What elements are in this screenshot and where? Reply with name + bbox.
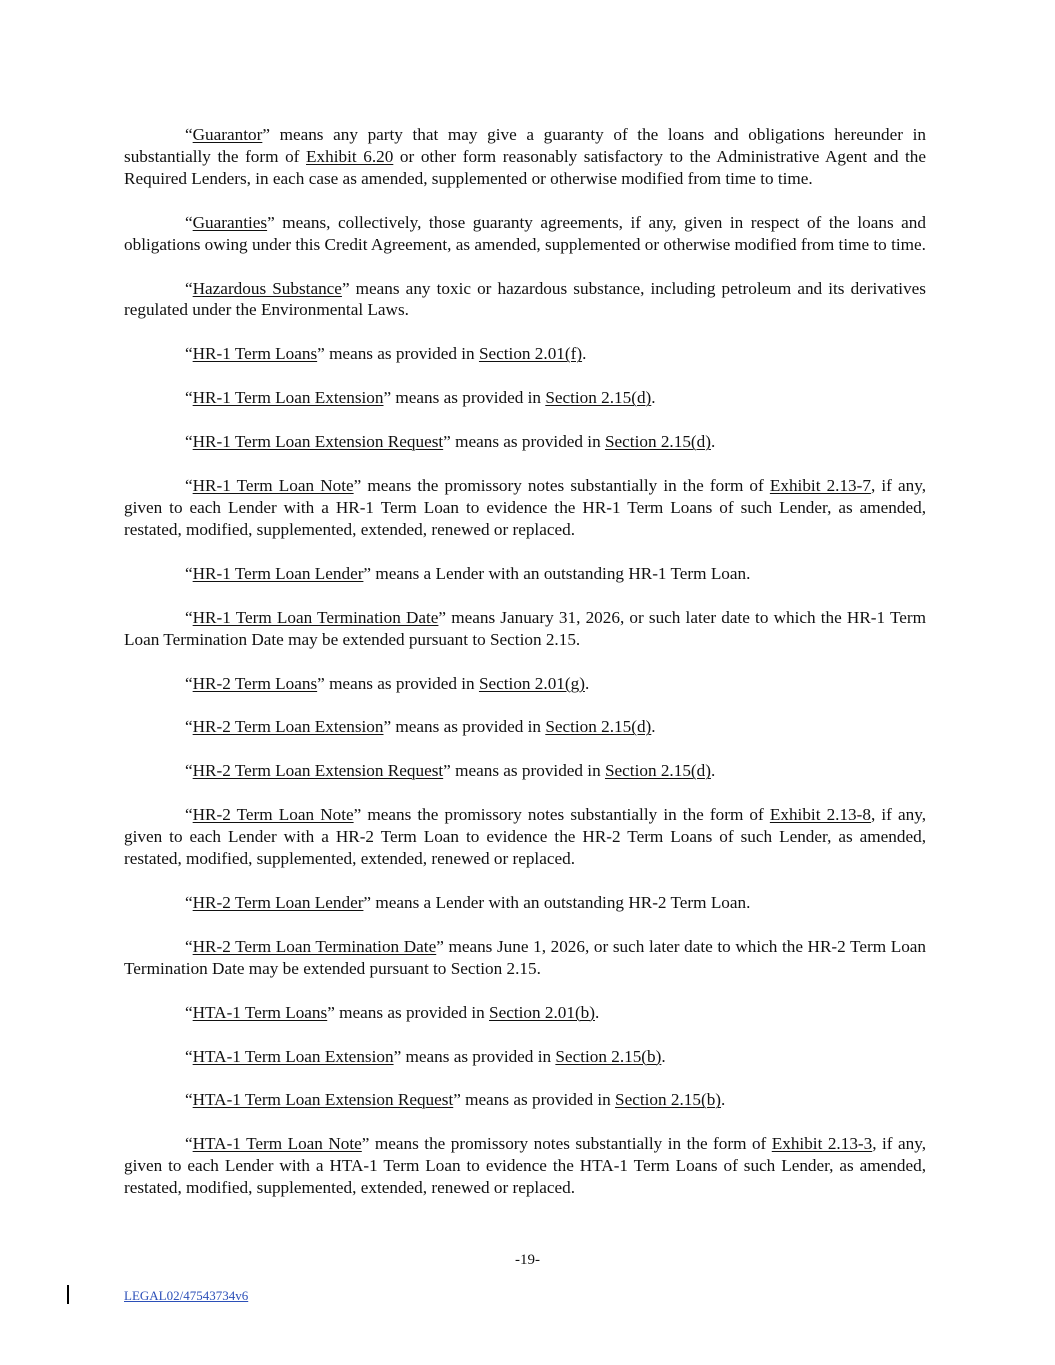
definition-text: “ xyxy=(185,1090,193,1110)
underlined-reference: Section 2.15(d) xyxy=(545,388,652,408)
definition-text: , if any, given to each Lender with a HTA-1 Term Loan to evidence the HTA-1 Term Loans of such Lender, as amended, restated, modified, supplemented, extended, renewed or replaced. xyxy=(124,1134,926,1198)
definition-text: ” means the promissory notes substantially in the form of xyxy=(353,805,770,825)
underlined-reference: HTA-1 Term Loan Extension Request xyxy=(192,1090,454,1110)
definition-text: . xyxy=(584,673,590,693)
underlined-reference: Exhibit 2.13-8 xyxy=(769,805,871,825)
underlined-reference: HR-2 Term Loan Termination Date xyxy=(192,936,437,956)
definition-text: ” means as provided in xyxy=(383,388,546,408)
definition-text: ” means a Lender with an outstanding HR-1 Term Loan. xyxy=(363,563,751,583)
definition-text: “ xyxy=(185,278,193,298)
underlined-reference: HTA-1 Term Loan Note xyxy=(192,1134,362,1154)
underlined-reference: Section 2.15(d) xyxy=(545,717,652,737)
definition-paragraph xyxy=(124,343,926,365)
definition-text: “ xyxy=(185,805,193,825)
definition-text: “ xyxy=(185,344,193,364)
underlined-reference: HR-2 Term Loans xyxy=(192,673,318,693)
definition-text: . xyxy=(651,717,656,737)
definition-paragraph xyxy=(124,475,926,541)
definition-paragraph xyxy=(124,936,926,980)
definition-text: ” means as provided in xyxy=(443,432,605,452)
underlined-reference: HR-1 Term Loans xyxy=(192,344,318,364)
definition-text: ” means any party that may give a guaranty of the loans and obligations hereunder in substantially the form of xyxy=(124,125,926,166)
definition-text: . xyxy=(651,388,656,408)
definition-text: . xyxy=(595,1002,600,1022)
definition-text: “ xyxy=(185,761,193,781)
underlined-reference: Exhibit 2.13-7 xyxy=(769,476,871,496)
definition-text: ” means January 31, 2026, or such later date to which the HR-1 Term Loan Termination Date may be extended pursuant to Section 2.15. xyxy=(124,607,926,649)
definition-text: “ xyxy=(185,432,193,452)
definition-paragraph xyxy=(124,431,926,453)
revision-bar xyxy=(67,1285,69,1304)
definition-text: ” means the promissory notes substantially in the form of xyxy=(361,1134,772,1154)
underlined-reference: Hazardous Substance xyxy=(192,278,342,298)
definition-paragraph xyxy=(124,212,926,256)
definition-text: . xyxy=(710,432,716,452)
definition-text: . xyxy=(721,1090,726,1110)
definition-paragraph xyxy=(124,892,926,914)
underlined-reference: Section 2.15(d) xyxy=(604,432,711,452)
definition-paragraph xyxy=(124,387,926,409)
definition-text: ” means June 1, 2026, or such later date to which the HR-2 Term Loan Termination Date may be extended pursuant to Section 2.15. xyxy=(124,936,927,978)
definition-paragraph xyxy=(124,278,926,322)
definition-text: “ xyxy=(185,1134,193,1154)
definition-paragraph xyxy=(124,804,926,870)
definition-text: “ xyxy=(185,673,193,693)
definition-text: “ xyxy=(185,476,193,496)
definition-text: “ xyxy=(185,125,193,144)
underlined-reference: HR-2 Term Loan Lender xyxy=(192,892,364,912)
definition-text: ” means a Lender with an outstanding HR-2 Term Loan. xyxy=(363,892,751,912)
definition-text: “ xyxy=(185,388,193,408)
underlined-reference: HTA-1 Term Loans xyxy=(192,1002,328,1022)
page-number: -19- xyxy=(515,1252,540,1268)
definition-text: ” means as provided in xyxy=(453,1090,616,1110)
definition-paragraph xyxy=(124,563,926,585)
definitions-section xyxy=(124,124,926,1221)
definition-text: “ xyxy=(185,1046,193,1066)
definition-paragraph xyxy=(124,607,926,651)
underlined-reference: HR-1 Term Loan Note xyxy=(192,476,354,496)
definition-text: “ xyxy=(185,1002,193,1022)
definition-text: ” means as provided in xyxy=(443,761,605,781)
underlined-reference: Section 2.01(b) xyxy=(489,1002,596,1022)
underlined-reference: Guarantor xyxy=(192,125,263,144)
definition-text: ” means as provided in xyxy=(317,344,479,364)
underlined-reference: Section 2.15(b) xyxy=(555,1046,662,1066)
underlined-reference: HR-2 Term Loan Note xyxy=(192,805,354,825)
definition-text: ” means the promissory notes substantially in the form of xyxy=(353,476,770,496)
definition-text: , if any, given to each Lender with a HR-2 Term Loan to evidence the HR-2 Term Loans of such Lender, as amended, restated, modified, supplemented, extended, renewed or replaced. xyxy=(124,805,926,869)
underlined-reference: HR-1 Term Loan Extension Request xyxy=(192,432,444,452)
definition-text: ” means as provided in xyxy=(393,1046,556,1066)
definition-text: ” means, collectively, those guaranty agreements, if any, given in respect of the loans and obligations owing under this Credit Agreement, as amended, supplemented or otherwise modified from time to time. xyxy=(124,212,926,254)
definition-text: ” means any toxic or hazardous substance, including petroleum and its derivatives regulated under the Environmental Laws. xyxy=(124,278,926,320)
underlined-reference: Section 2.01(f) xyxy=(478,344,583,364)
underlined-reference: HR-2 Term Loan Extension Request xyxy=(192,761,444,781)
definition-text: ” means as provided in xyxy=(327,1002,490,1022)
definition-text: ” means as provided in xyxy=(317,673,479,693)
definition-text: . xyxy=(661,1046,666,1066)
definition-paragraph xyxy=(124,760,926,782)
definition-text: . xyxy=(582,344,587,364)
definition-text: . xyxy=(710,761,716,781)
underlined-reference: HR-2 Term Loan Extension xyxy=(192,717,384,737)
definition-text: , if any, given to each Lender with a HR-1 Term Loan to evidence the HR-1 Term Loans of such Lender, as amended, restated, modified, supplemented, extended, renewed or replaced. xyxy=(124,476,926,539)
definition-paragraph xyxy=(124,1089,926,1111)
underlined-reference: Exhibit 2.13-3 xyxy=(771,1134,873,1154)
definition-text: ” means as provided in xyxy=(383,717,546,737)
underlined-reference: Exhibit 6.20 xyxy=(306,146,394,166)
definition-text: “ xyxy=(185,892,193,912)
definition-text: “ xyxy=(185,936,193,956)
definition-text: “ xyxy=(185,717,193,737)
definition-text: or other form reasonably satisfactory to the Administrative Agent and the Required Lenders, in each case as amended, supplemented or otherwise modified from time to time. xyxy=(124,146,927,188)
definition-paragraph xyxy=(124,1046,926,1068)
definition-paragraph xyxy=(124,673,926,695)
definition-paragraph xyxy=(124,716,926,738)
underlined-reference: Guaranties xyxy=(192,212,268,232)
definition-paragraph xyxy=(124,1133,926,1199)
underlined-reference: HR-1 Term Loan Extension xyxy=(192,388,384,408)
definition-paragraph xyxy=(124,124,926,190)
definition-text: “ xyxy=(185,607,193,627)
underlined-reference: HTA-1 Term Loan Extension xyxy=(192,1046,394,1066)
underlined-reference: HR-1 Term Loan Lender xyxy=(192,563,364,583)
underlined-reference: HR-1 Term Loan Termination Date xyxy=(192,607,439,627)
document-code-link[interactable]: LEGAL02/47543734v6 xyxy=(124,1288,249,1303)
definition-text: “ xyxy=(185,212,193,232)
underlined-reference: Section 2.15(d) xyxy=(604,761,711,781)
underlined-reference: Section 2.01(g) xyxy=(478,673,585,693)
underlined-reference: Section 2.15(b) xyxy=(615,1090,722,1110)
definition-text: “ xyxy=(185,563,193,583)
definition-paragraph xyxy=(124,1002,926,1024)
